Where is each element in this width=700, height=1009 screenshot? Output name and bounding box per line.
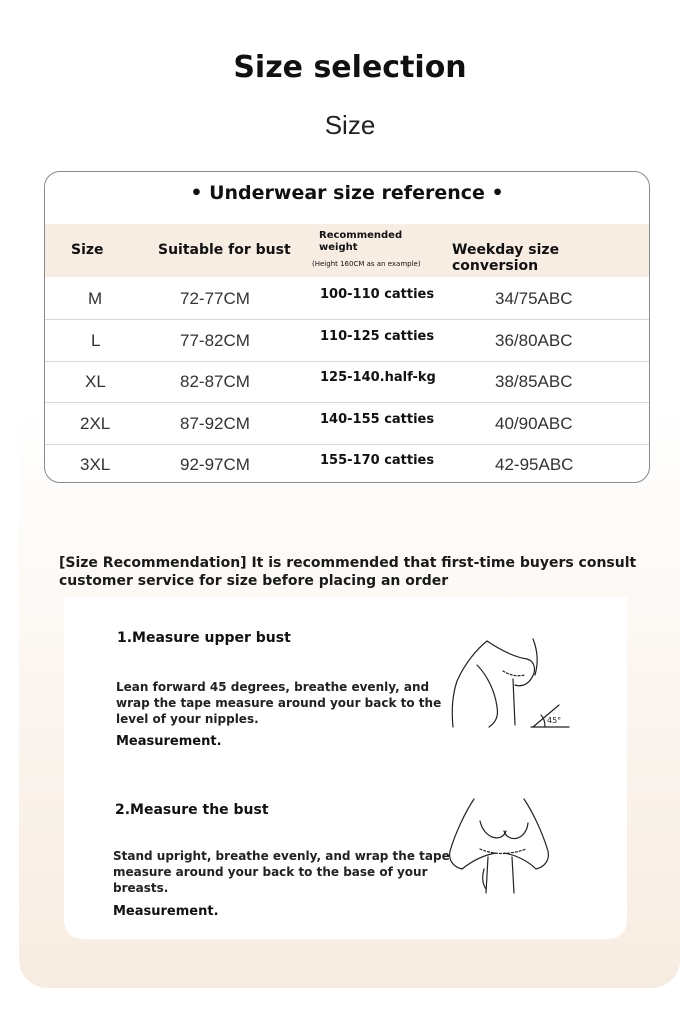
step-2-line-1: Stand upright, breathe evenly, and wrap the tape (113, 849, 450, 863)
cell-weight: 125-140.half-kg (320, 370, 436, 385)
cell-weight: 100-110 catties (320, 287, 435, 302)
step-2-line-2: measure around your back to the base of your (113, 865, 428, 879)
col-header-weight-line1: Recommended (319, 230, 403, 241)
cell-size: 3XL (80, 455, 111, 474)
step-1-line-3: level of your nipples. (116, 712, 259, 726)
cell-size: XL (85, 372, 106, 391)
table-header (45, 224, 649, 277)
page-subtitle: Size (324, 110, 376, 140)
recommendation-line-2: customer service for size before placing an order (59, 573, 449, 589)
step-2-instructions (113, 848, 450, 896)
size-recommendation (59, 554, 649, 590)
cell-size: L (91, 331, 101, 350)
table-row (45, 403, 649, 445)
cell-weight: 110-125 catties (320, 329, 435, 344)
cell-weight: 140-155 catties (320, 412, 435, 427)
col-header-bust: Suitable for bust (158, 242, 291, 258)
angle-label: 45° (547, 716, 562, 725)
cell-bust: 77-82CM (180, 331, 250, 350)
step-1-instructions (116, 679, 441, 727)
step-2-measurement-label: Measurement. (113, 904, 219, 919)
table-title: • Underwear size reference • (190, 182, 504, 204)
cell-conversion: 42-95ABC (495, 455, 574, 474)
cell-conversion: 34/75ABC (495, 289, 573, 308)
step-1-line-1: Lean forward 45 degrees, breathe evenly, and (116, 680, 430, 694)
step-1-heading: 1.Measure upper bust (117, 630, 291, 646)
page-title: Size selection (233, 50, 467, 85)
cell-conversion: 38/85ABC (495, 372, 573, 391)
cell-bust: 82-87CM (180, 372, 250, 391)
cell-conversion: 36/80ABC (495, 331, 573, 350)
cell-conversion: 40/90ABC (495, 414, 573, 433)
cell-bust: 92-97CM (180, 455, 250, 474)
table-row (45, 444, 649, 483)
step-2-line-3: breasts. (113, 881, 169, 895)
cell-bust: 87-92CM (180, 414, 250, 433)
col-header-conversion: Weekday size conversion (452, 242, 560, 274)
step-1-line-2: wrap the tape measure around your back to the (116, 696, 442, 710)
cell-bust: 72-77CM (180, 289, 250, 308)
size-table (44, 171, 650, 483)
table-row (45, 278, 649, 320)
table-row (45, 320, 649, 362)
cell-size: 2XL (80, 414, 111, 433)
lean-forward-figure-icon (447, 635, 577, 733)
upright-figure-icon (444, 795, 554, 895)
col-header-weight-note: (Height 160CM as an example) (312, 260, 421, 268)
cell-weight: 155-170 catties (320, 453, 435, 468)
table-row (45, 361, 649, 403)
col-header-size: Size (71, 242, 104, 258)
step-1-measurement-label: Measurement. (116, 734, 222, 749)
recommendation-line-1: [Size Recommendation] It is recommended that first-time buyers consult (59, 555, 637, 571)
cell-size: M (88, 289, 103, 308)
measurement-guide (64, 597, 627, 939)
step-2-heading: 2.Measure the bust (115, 802, 269, 818)
col-header-weight-line2: weight (319, 242, 358, 253)
